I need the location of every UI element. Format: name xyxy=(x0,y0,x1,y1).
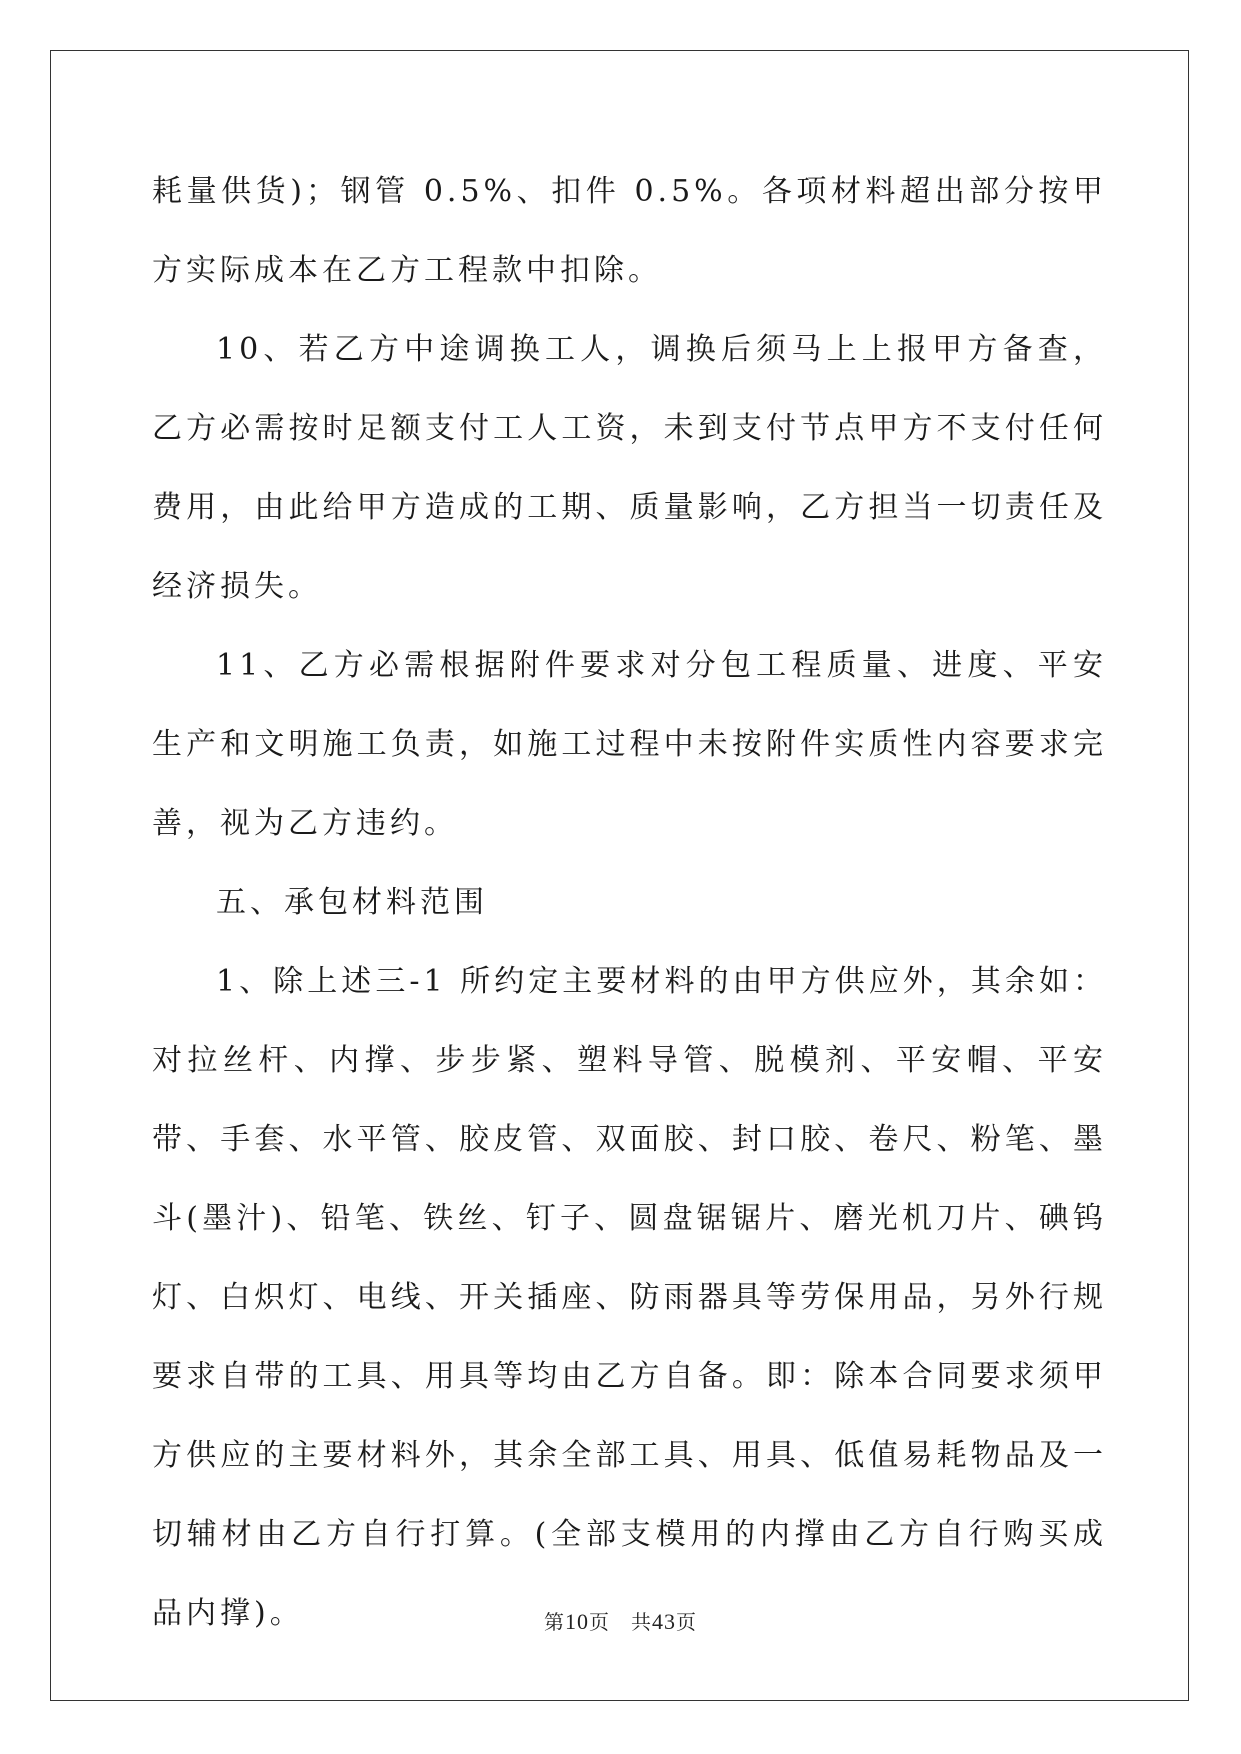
footer-prefix: 第 xyxy=(544,1612,565,1634)
footer-suffix: 页 xyxy=(676,1612,697,1634)
paragraph-clause-11: 11、乙方必需根据附件要求对分包工程质量、进度、平安生产和文明施工负责，如施工过程中未按附件实质性内容要求完善，视为乙方违约。 xyxy=(152,648,1107,841)
footer-page-number: 10 xyxy=(565,1609,589,1634)
paragraph-materials-clause-1: 1、除上述三-1 所约定主要材料的由甲方供应外，其余如：对拉丝杆、内撑、步步紧、塑料导管、脱模剂、平安帽、平安带、手套、水平管、胶皮管、双面胶、封口胶、卷尺、粉笔、墨斗(墨汁)、铅笔、铁丝、钉子、圆盘锯锯片、磨光机刀片、碘钨灯、白炽灯、电线、开关插座、防雨器具等劳保用品，另外行规要求自带的工具、用具等均由乙方自备。即：除本合同要求须甲方供应的主要材料外，其余全部工具、用具、低值易耗物品及一切辅材由乙方自行打算。(全部支模用的内撑由乙方自行购买成品内撑)。 xyxy=(152,964,1107,1631)
footer-middle: 页 共 xyxy=(589,1612,652,1634)
paragraph-material-loss: 耗量供货)；钢管 0.5%、扣件 0.5%。各项材料超出部分按甲方实际成本在乙方工程款中扣除。 xyxy=(152,174,1107,288)
document-body xyxy=(152,152,1107,1653)
section-heading-materials-scope: 五、承包材料范围 xyxy=(216,885,488,920)
paragraph-clause-10: 10、若乙方中途调换工人，调换后须马上上报甲方备查，乙方必需按时足额支付工人工资，未到支付节点甲方不支付任何费用，由此给甲方造成的工期、质量影响，乙方担当一切责任及经济损失。 xyxy=(152,332,1107,604)
page-footer xyxy=(0,1606,1241,1635)
footer-total-pages: 43 xyxy=(652,1609,676,1634)
